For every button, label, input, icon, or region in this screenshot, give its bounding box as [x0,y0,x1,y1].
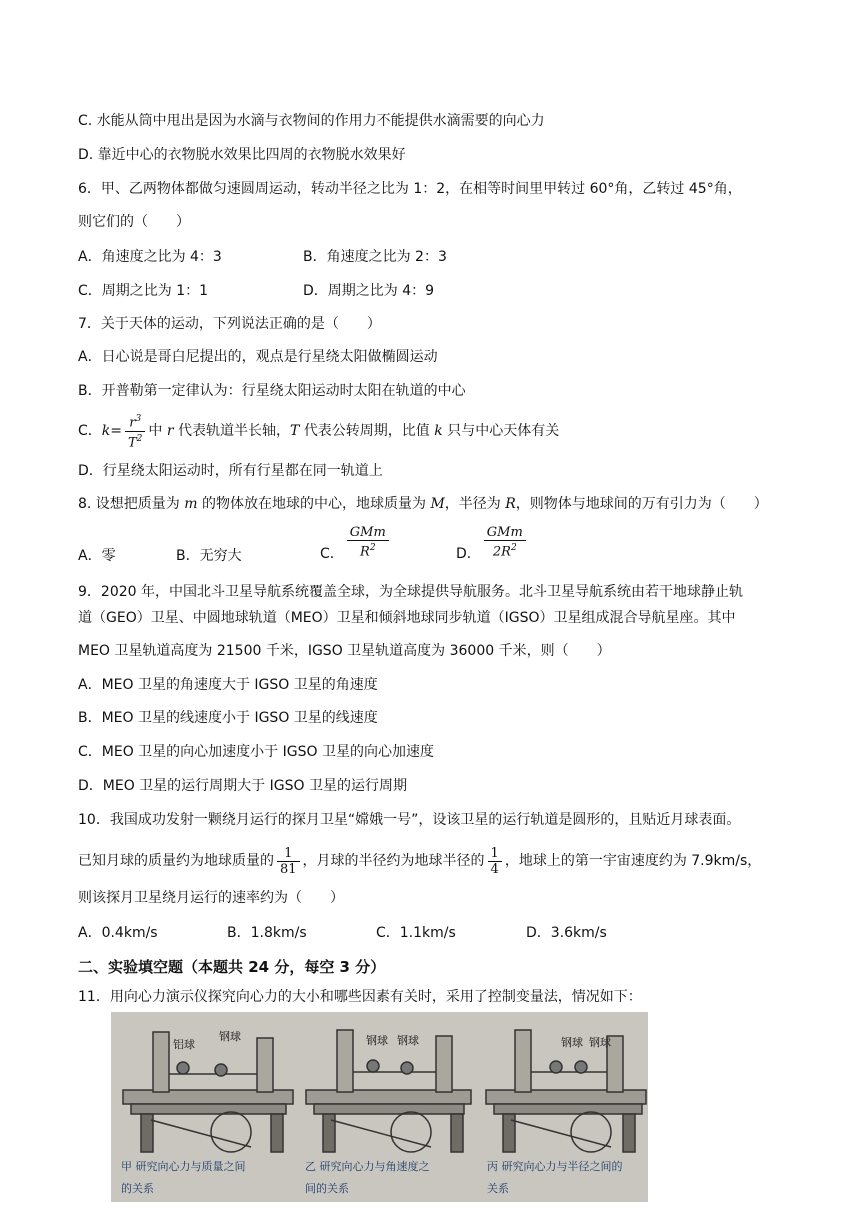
symbol-k: k [434,423,443,439]
caption-line: 的关系 [121,1182,154,1195]
caption-line: 甲 研究向心力与质量之间 [121,1160,246,1173]
option-d-q5: D. 靠近中心的衣物脱水效果比四周的衣物脱水效果好 [78,147,406,163]
q10-stem-cont [78,842,761,880]
panel1-label-left: 铝球 [173,1038,195,1051]
option-c-q7 [78,410,559,452]
symbol-m: m [184,496,198,512]
symbol-r: r [166,423,174,439]
option-b-q10: B．1.8km/s [227,925,307,941]
q6-stem-cont: 则它们的（ ） [78,214,190,230]
caption-yi [305,1156,430,1200]
panel1-label-right: 钢球 [219,1030,241,1043]
option-label: D． [456,546,481,562]
q9-stem-cont2: MEO 卫星轨道高度为 21500 千米，IGSO 卫星轨道高度为 36000 千米，则（ ） [78,643,611,659]
option-d-q8 [456,522,529,574]
text: 的物体放在地球的中心，地球质量为 [202,496,426,512]
option-b-q8: B．无穷大 [176,548,242,564]
q7-stem: 7．关于天体的运动，下列说法正确的是（ ） [78,316,381,332]
caption-jia [121,1156,246,1200]
symbol-M: M [430,496,445,512]
option-b-q7: B．开普勒第一定律认为：行星绕太阳运动时太阳在轨道的中心 [78,383,466,399]
caption-line: 乙 研究向心力与角速度之 [305,1160,430,1173]
text: 已知月球的质量约为地球质量的 [78,853,274,869]
caption-line: 关系 [487,1182,509,1195]
symbol-R: R [505,496,516,512]
option-a-q6: A．角速度之比为 4：3 [78,249,222,265]
text: 8. 设想把质量为 [78,496,180,512]
q6-stem: 6．甲、乙两物体都做匀速圆周运动，转动半径之比为 1：2，在相等时间里甲转过 60°角，乙转过 45°角， [78,181,742,197]
radius-ratio-fraction: $\frac{1}{4}$ [488,846,502,877]
gravity-fraction-c: $\frac{\text{GMm}}{R^2}$ [347,525,389,559]
caption-line: 丙 研究向心力与半径之间的 [487,1160,623,1173]
q10-stem: 10．我国成功发射一颗绕月运行的探月卫星“嫦娥一号”，设该卫星的运行轨道是圆形的，且贴近月球表面。 [78,812,741,828]
text: ，地球上的第一宇宙速度约为 7.9km/s， [504,853,762,869]
option-a-q10: A．0.4km/s [78,925,158,941]
q9-stem-cont: 道（GEO）卫星、中圆地球轨道（MEO）卫星和倾斜地球同步轨道（IGSO）卫星组成混合导航星座。其中 [78,610,736,626]
kepler-fraction [125,412,145,450]
text: 代表轨道半长轴， [178,423,291,439]
frac-numerator: r [129,415,136,431]
option-c-q5: C. 水能从筒中甩出是因为水滴与衣物间的作用力不能提供水滴需要的向心力 [78,113,545,129]
option-c-q6: C．周期之比为 1：1 [78,283,209,299]
option-c-q10: C．1.1km/s [376,925,456,941]
mass-ratio-fraction: $\frac{1}{81}$ [277,846,300,877]
symbol-k: k= [101,423,122,439]
q8-stem [78,494,768,514]
text: ，半径为 [444,496,501,512]
text: ，则物体与地球间的万有引力为（ ） [515,496,768,512]
caption-bing [487,1156,623,1200]
q9-stem: 9．2020 年，中国北斗卫星导航系统覆盖全球，为全球提供导航服务。北斗卫星导航系统由若干地球静止轨 [78,584,743,600]
option-c-q9: C．MEO 卫星的向心加速度小于 IGSO 卫星的向心加速度 [78,744,434,760]
option-d-q10: D．3.6km/s [526,925,607,941]
option-a-q8: A．零 [78,548,116,564]
option-c-q8 [320,522,392,574]
frac-denominator-exp: 2 [136,433,143,444]
text: 代表公转周期，比值 [303,423,430,439]
panel3-label-left: 钢球 [561,1036,583,1049]
q10-stem-cont2: 则该探月卫星绕月运行的速率约为（ ） [78,890,344,906]
option-b-q6: B．角速度之比为 2：3 [303,249,447,265]
option-label: C． [78,423,102,439]
text: 只与中心天体有关 [447,423,560,439]
text: 中 [148,423,163,439]
text: ，月球的半径约为地球半径的 [302,853,485,869]
gravity-fraction-d: $\frac{\text{GMm}}{2R^2}$ [484,525,526,559]
frac-numerator-exp: 3 [135,414,142,425]
section-heading: 二、实验填空题（本题共 24 分，每空 3 分） [78,958,386,976]
panel2-label-right: 钢球 [397,1034,419,1047]
caption-line: 间的关系 [305,1182,349,1195]
option-d-q6: D．周期之比为 4：9 [303,283,435,299]
option-d-q7: D．行星绕太阳运动时，所有行星都在同一轨道上 [78,463,383,479]
symbol-t: T [290,423,300,439]
centripetal-apparatus-photo [111,1012,648,1202]
option-b-q9: B．MEO 卫星的线速度小于 IGSO 卫星的线速度 [78,710,378,726]
option-d-q9: D．MEO 卫星的运行周期大于 IGSO 卫星的运行周期 [78,778,407,794]
option-a-q9: A．MEO 卫星的角速度大于 IGSO 卫星的角速度 [78,677,378,693]
option-label: C． [320,546,344,562]
panel3-label-right: 钢球 [589,1036,611,1049]
option-a-q7: A．日心说是哥白尼提出的，观点是行星绕太阳做椭圆运动 [78,349,438,365]
q11-stem: 11．用向心力演示仪探究向心力的大小和哪些因素有关时，采用了控制变量法，情况如下： [78,989,642,1005]
panel2-label-left: 钢球 [366,1034,388,1047]
frac-denominator: T [128,434,137,450]
